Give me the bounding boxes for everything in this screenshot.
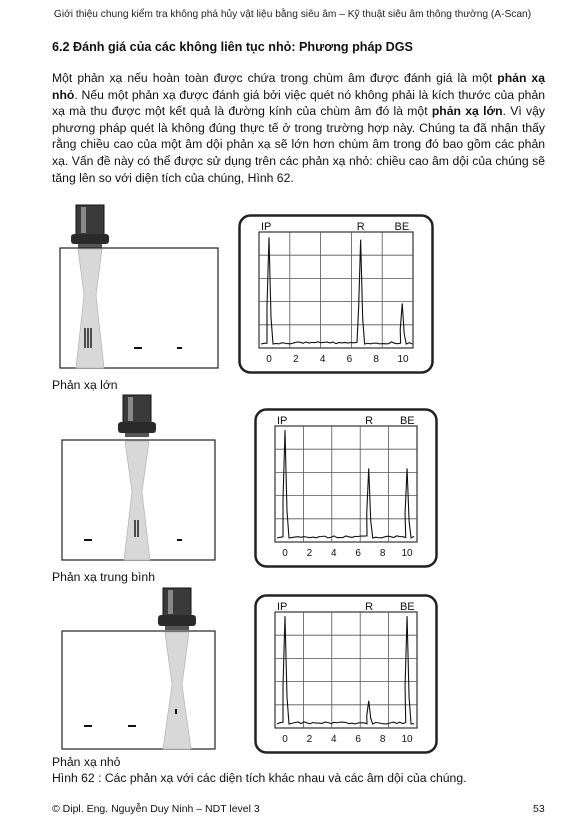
screen-grid bbox=[275, 612, 417, 728]
x-tick-label: 4 bbox=[331, 548, 337, 559]
figure-caption: Hình 62 : Các phản xạ với các diện tích khác nhau và các âm dội của chúng. bbox=[52, 771, 467, 785]
bold-term-small-reflector: phản xạ nhỏ bbox=[52, 71, 545, 102]
x-tick-label: 4 bbox=[319, 354, 326, 365]
figure-label-medium: Phản xạ trung bình bbox=[52, 570, 155, 584]
probe-diagram-small bbox=[60, 585, 220, 755]
probe-icon bbox=[118, 395, 156, 437]
bold-term-large-reflector: phản xạ lớn bbox=[431, 104, 503, 119]
a-scan-screen-medium bbox=[254, 408, 438, 568]
label-be: BE bbox=[399, 601, 415, 613]
x-tick-label: 6 bbox=[355, 548, 361, 559]
section-heading: 6.2 Đánh giá của các không liên tục nhỏ: Phương pháp DGS bbox=[52, 40, 413, 54]
running-header: Giới thiệu chung kiểm tra không phá hủy vật liệu bằng siêu âm – Kỹ thuật siêu âm thông thường (A-Scan) bbox=[53, 9, 532, 20]
x-tick-label: 0 bbox=[282, 734, 288, 745]
paragraph-text-1: Một phản xạ nếu hoàn toàn được chứa trong chùm âm được đánh giá là một bbox=[52, 71, 498, 85]
probe-diagram-medium bbox=[60, 392, 220, 567]
figure-label-large: Phản xạ lớn bbox=[52, 378, 118, 392]
x-tick-label: 10 bbox=[401, 548, 413, 559]
label-r: R bbox=[365, 415, 374, 427]
body-paragraph bbox=[52, 70, 545, 186]
footer-page-number: 53 bbox=[533, 803, 545, 815]
label-be: BE bbox=[399, 415, 415, 427]
label-be: BE bbox=[394, 221, 410, 233]
x-tick-label: 8 bbox=[379, 734, 386, 745]
paragraph-text-3: . Vì vậy phương pháp quét là không đúng thực tế ở trong trường hợp này. Chúng ta đã nhận thấy rằng chiều cao của một âm dội phản xạ sẽ lớn hơn chùm âm trong đó bao gồm các phản xạ. Vấn đề này có thể được sử dụng trên các phản xạ nhỏ: chiều cao âm dội của chúng sẽ tăng lên so với diện tích của chúng, Hình 62. bbox=[52, 104, 545, 185]
x-tick-label: 6 bbox=[355, 734, 361, 745]
a-scan-screen-small bbox=[254, 594, 438, 754]
probe-icon bbox=[71, 205, 109, 248]
label-r: R bbox=[365, 601, 374, 613]
x-tick-label: 10 bbox=[401, 734, 413, 745]
x-tick-label: 8 bbox=[373, 354, 379, 365]
a-scan-screen-large bbox=[238, 214, 434, 374]
label-r: R bbox=[356, 221, 365, 233]
x-tick-label: 10 bbox=[397, 354, 409, 365]
x-tick-label: 6 bbox=[346, 354, 353, 365]
x-tick-label: 2 bbox=[293, 354, 299, 365]
footer-author: © Dipl. Eng. Nguyễn Duy Ninh – NDT level 3 bbox=[52, 803, 260, 815]
x-tick-label: 0 bbox=[266, 354, 272, 365]
label-ip: IP bbox=[261, 221, 272, 233]
probe-diagram-large bbox=[58, 200, 223, 375]
figure-label-small: Phản xạ nhỏ bbox=[52, 755, 121, 769]
x-tick-label: 8 bbox=[379, 548, 386, 559]
paragraph-text-2: . Nếu một phản xạ được đánh giá bởi việc quét nó không phải là kích thước của phản xạ mà thu được một kết quả là đường kính của chùm âm đó là một bbox=[52, 87, 545, 119]
x-tick-label: 2 bbox=[306, 548, 313, 559]
x-tick-label: 4 bbox=[331, 734, 337, 745]
test-block bbox=[62, 631, 215, 749]
x-tick-label: 2 bbox=[306, 734, 313, 745]
label-ip: IP bbox=[277, 601, 288, 613]
probe-icon bbox=[158, 588, 196, 630]
screen-grid bbox=[259, 232, 413, 348]
label-ip: IP bbox=[277, 415, 288, 427]
x-tick-label: 0 bbox=[282, 548, 288, 559]
screen-grid bbox=[275, 426, 417, 542]
